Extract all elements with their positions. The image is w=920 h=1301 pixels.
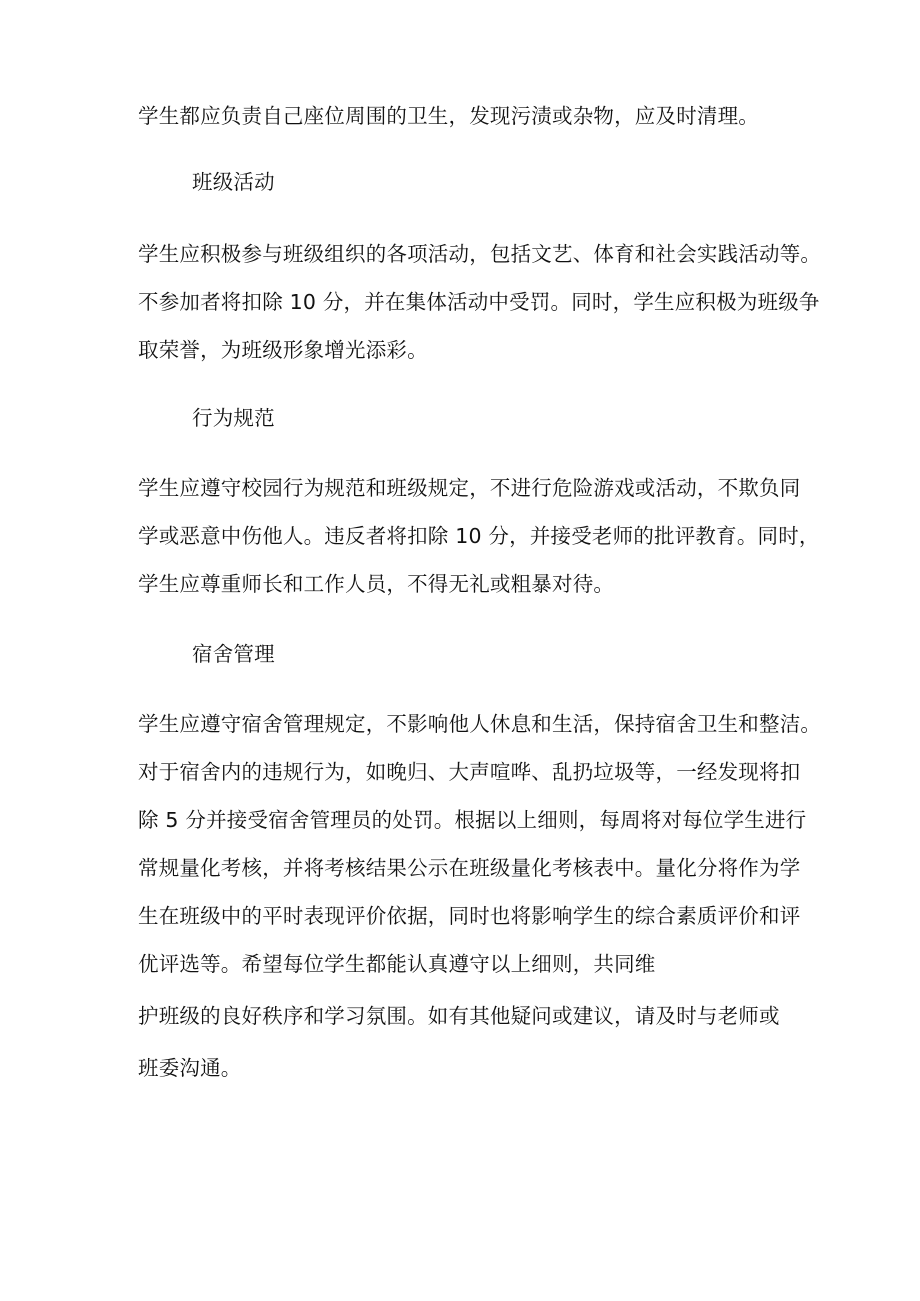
paragraph-line: 不参加者将扣除 10 分，并在集体活动中受罚。同时，学生应积极为班级争 bbox=[138, 290, 820, 314]
paragraph-line: 常规量化考核，并将考核结果公示在班级量化考核表中。量化分将作为学 bbox=[138, 856, 801, 880]
paragraph-line: 优评选等。希望每位学生都能认真遵守以上细则，共同维 bbox=[138, 952, 656, 976]
section-heading-behavior-rules: 行为规范 bbox=[192, 406, 275, 430]
paragraph-line: 学生应积极参与班级组织的各项活动，包括文艺、体育和社会实践活动等。 bbox=[138, 242, 822, 266]
paragraph-line: 护班级的良好秩序和学习氛围。如有其他疑问或建议，请及时与老师或 bbox=[138, 1004, 780, 1028]
paragraph-line: 学生应遵守校园行为规范和班级规定，不进行危险游戏或活动，不欺负同 bbox=[138, 476, 801, 500]
section-heading-class-activities: 班级活动 bbox=[192, 170, 275, 194]
paragraph-line: 对于宿舍内的违规行为，如晚归、大声喧哗、乱扔垃圾等，一经发现将扣 bbox=[138, 760, 801, 784]
paragraph-line: 学或恶意中伤他人。违反者将扣除 10 分，并接受老师的批评教育。同时， bbox=[138, 524, 820, 548]
paragraph-line: 取荣誉，为班级形象增光添彩。 bbox=[138, 338, 428, 362]
paragraph-line: 学生应遵守宿舍管理规定，不影响他人休息和生活，保持宿舍卫生和整洁。 bbox=[138, 712, 822, 736]
paragraph-line: 生在班级中的平时表现评价依据，同时也将影响学生的综合素质评价和评 bbox=[138, 904, 801, 928]
paragraph-line: 学生应尊重师长和工作人员，不得无礼或粗暴对待。 bbox=[138, 572, 615, 596]
paragraph-line: 学生都应负责自己座位周围的卫生，发现污渍或杂物，应及时清理。 bbox=[138, 104, 759, 128]
paragraph-line: 班委沟通。 bbox=[138, 1056, 242, 1080]
paragraph-line: 除 5 分并接受宿舍管理员的处罚。根据以上细则，每周将对每位学生进行 bbox=[138, 808, 807, 832]
section-heading-dorm-management: 宿舍管理 bbox=[192, 642, 275, 666]
